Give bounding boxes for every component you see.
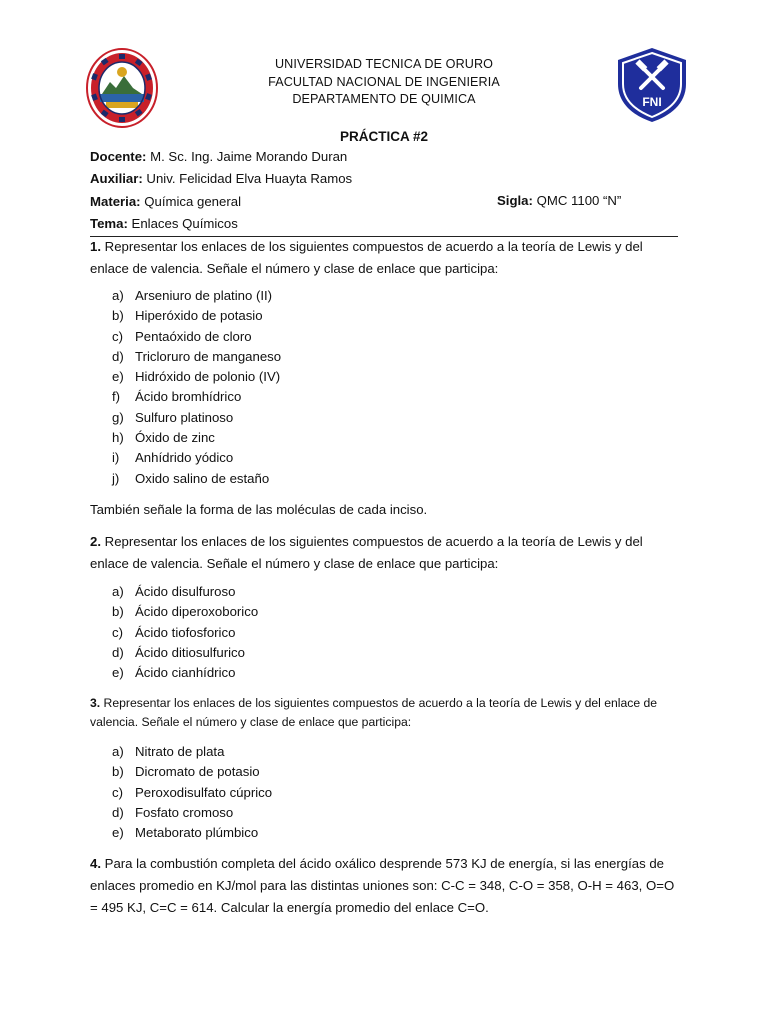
list-item (112, 742, 272, 762)
sigla-value: QMC 1100 “N” (532, 193, 622, 208)
list-item-text: Anhídrido yódico (135, 450, 234, 466)
list-item-marker: g) (112, 409, 124, 425)
fni-shield-logo (614, 46, 690, 124)
list-item-marker: a) (112, 744, 124, 759)
list-item-marker: f) (112, 389, 121, 405)
list-item-marker: b) (112, 764, 124, 780)
list-item-text: Ácido tiofosforico (135, 624, 236, 640)
question-3-prompt (90, 694, 680, 732)
question-2-number: 2. (90, 534, 101, 549)
sigla-label: Sigla: (497, 193, 533, 208)
list-item (112, 823, 272, 843)
materia-line (90, 193, 241, 211)
practice-title: PRÁCTICA #2 (339, 129, 428, 144)
list-item-text: Hiperóxido de potasio (135, 308, 263, 324)
faculty-name: FACULTAD NACIONAL DE INGENIERIA (268, 74, 500, 89)
list-item-marker: b) (112, 604, 124, 620)
auxiliar-line (90, 170, 352, 188)
university-name: UNIVERSIDAD TECNICA DE ORURO (274, 57, 494, 71)
question-1-footer: También señale la forma de las moléculas de cada inciso. (90, 502, 428, 517)
list-item-marker: j) (112, 470, 120, 486)
list-item-text: Ácido disulfuroso (135, 584, 236, 599)
list-item (112, 327, 281, 347)
materia-value: Química general (140, 194, 241, 209)
question-4-prompt (90, 853, 680, 919)
docente-label: Docente: (90, 149, 147, 164)
list-item-text: Óxido de zinc (135, 430, 215, 446)
list-item (112, 408, 281, 428)
list-item-text: Ácido bromhídrico (135, 389, 242, 405)
list-item-text: Tricloruro de manganeso (135, 348, 282, 364)
list-item-marker: e) (112, 369, 124, 385)
list-item (112, 602, 258, 622)
list-item (112, 387, 281, 407)
list-item-text: Ácido diperoxoborico (135, 604, 259, 620)
list-item (112, 286, 281, 306)
fni-logo-text: FNI (642, 95, 662, 109)
list-item-marker: b) (112, 308, 124, 324)
list-item-text: Pentaóxido de cloro (135, 328, 252, 344)
question-1-list (112, 286, 281, 489)
question-2-text: Representar los enlaces de los siguientes compuestos de acuerdo a la teoría de Lewis y del enlace de valencia. Señale el número y clase de enlace que participa: (90, 534, 643, 571)
list-item-text: Ácido ditiosulfurico (135, 644, 245, 660)
list-item (112, 582, 258, 602)
department-name: DEPARTAMENTO DE QUIMICA (292, 92, 476, 106)
list-item-marker: c) (112, 624, 123, 640)
list-item-marker: e) (112, 665, 124, 681)
institution-header (184, 56, 584, 109)
auxiliar-label: Auxiliar: (90, 171, 143, 186)
list-item (112, 428, 281, 448)
list-item (112, 762, 272, 782)
tema-label: Tema: (90, 216, 128, 231)
list-item (112, 663, 258, 683)
list-item-text: Metaborato plúmbico (135, 825, 259, 841)
university-seal-logo (86, 48, 158, 128)
list-item-marker: d) (112, 348, 124, 364)
list-item (112, 643, 258, 663)
question-4-number: 4. (90, 856, 101, 871)
list-item-text: Arseniuro de platino (II) (135, 288, 273, 303)
sigla-line (497, 193, 621, 208)
list-item-text: Peroxodisulfato cúprico (135, 784, 273, 800)
materia-label: Materia: (90, 194, 141, 209)
list-item-text: Ácido cianhídrico (135, 665, 236, 681)
list-item-marker: i) (112, 450, 120, 466)
tema-line (90, 215, 238, 233)
list-item-text: Nitrato de plata (135, 744, 225, 759)
list-item (112, 623, 258, 643)
list-item-text: Sulfuro platinoso (135, 409, 234, 425)
docente-line (90, 148, 347, 166)
list-item-text: Hidróxido de polonio (IV) (135, 369, 281, 385)
list-item-marker: c) (112, 328, 123, 344)
docente-value: M. Sc. Ing. Jaime Morando Duran (146, 149, 348, 164)
question-3-number: 3. (90, 696, 101, 710)
question-3-text: Representar los enlaces de los siguientes compuestos de acuerdo a la teoría de Lewis y del enlace de valencia. Señale el número y clase de enlace que participa: (90, 696, 658, 729)
tema-value: Enlaces Químicos (127, 216, 238, 231)
list-item-marker: e) (112, 825, 124, 841)
list-item-marker: d) (112, 804, 124, 820)
list-item-text: Oxido salino de estaño (135, 470, 270, 486)
question-2-list (112, 582, 258, 683)
list-item (112, 448, 281, 468)
list-item-marker: h) (112, 430, 124, 446)
question-1-text: Representar los enlaces de los siguientes compuestos de acuerdo a la teoría de Lewis y del enlace de valencia. Señale el número y clase de enlace que participa: (90, 239, 643, 276)
list-item-marker: d) (112, 644, 124, 660)
list-item (112, 367, 281, 387)
auxiliar-value: Univ. Felicidad Elva Huayta Ramos (142, 171, 353, 186)
question-1-prompt (90, 236, 680, 280)
question-2-prompt (90, 531, 680, 575)
list-item-marker: a) (112, 288, 124, 303)
list-item (112, 469, 281, 489)
question-4-text: Para la combustión completa del ácido oxálico desprende 573 KJ de energía, si las energías de enlaces promedio en KJ/mol para las distintas uniones son: C-C = 348, C-O = 358, O-H = 463, O=O = 495 KJ, C=C = 614. Calcular la energía promedio del enlace C=O. (90, 856, 675, 915)
question-1-number: 1. (90, 239, 101, 254)
list-item-text: Fosfato cromoso (135, 804, 234, 820)
question-3-list (112, 742, 272, 843)
list-item (112, 347, 281, 367)
list-item-marker: a) (112, 584, 124, 599)
list-item (112, 783, 272, 803)
list-item-marker: c) (112, 784, 123, 800)
list-item (112, 803, 272, 823)
list-item-text: Dicromato de potasio (135, 764, 260, 780)
list-item (112, 306, 281, 326)
